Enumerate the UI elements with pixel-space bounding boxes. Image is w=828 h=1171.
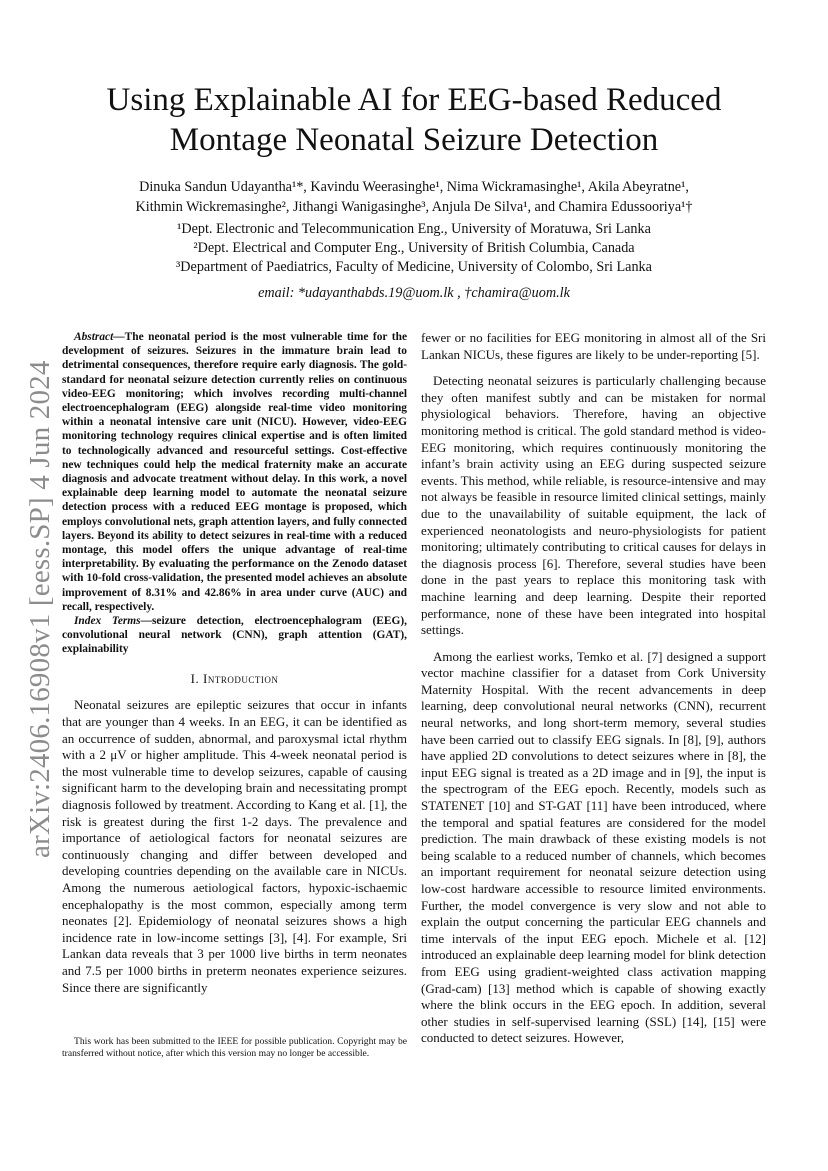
affiliation: ³Department of Paediatrics, Faculty of Medicine, University of Colombo, Sri Lanka (176, 259, 652, 275)
abstract (62, 330, 407, 657)
title-line: Montage Neonatal Seizure Detection (169, 122, 659, 158)
authors-line: Kithmin Wickremasinghe², Jithangi Wanigasinghe³, Anjula De Silva¹, and Chamira Edussooriya¹† (135, 199, 693, 215)
body-paragraph: fewer or no facilities for EEG monitoring in almost all of the Sri Lankan NICUs, these figures are likely to be under-reporting [5]. (421, 330, 766, 362)
title-line: Using Explainable AI for EEG-based Reduced (106, 82, 722, 118)
right-column (421, 330, 766, 1047)
affiliation: ¹Dept. Electronic and Telecommunication Eng., University of Moratuwa, Sri Lanka (177, 221, 651, 237)
body-paragraph: Among the earliest works, Temko et al. [7] designed a support vector machine classifier for a dataset from Cork University Maternity Hospital. With the recent advancements in deep learning, deep convolutional neural networks (CNN), recurrent neural networks, and long short-term memory, several studies have been carried out to classify EEG signals. In [8], [9], authors have applied 2D convolutions to detect seizures where in [8], the input EEG signal is treated as a 2D image and in [9], the input is the spectrogram of the EEG epoch. Recently, models such as STATENET [10] and ST-GAT [11] have been introduced, where the temporal and spatial features are considered for the model prediction. The main drawback of these existing models is not being scalable to a reduced number of channels, which becomes an important requirement for neonatal seizure detection using low-cost hardware accessible to resource limited environments. Further, the model convergence is very slow and not able to explain the output concerning the particular EEG channels and time intervals of the input EEG epoch. Michele et al. [12] introduced an explainable deep learning model for blink detection from EEG using gradient-weighted class activation mapping (Grad-cam) [13] method which is capable of showing exactly where the blink occurs in the EEG epoch. In addition, several other studies in self-supervised learning (SSL) [14], [15] were conducted to detect seizures. However, (421, 648, 766, 1046)
arxiv-identifier-stamp[interactable]: arXiv:2406.16908v1 [eess.SP] 4 Jun 2024 (24, 360, 56, 858)
body-paragraph: Detecting neonatal seizures is particularly challenging because they often manifest subtly and can be mistaken for normal physiological behaviors. Therefore, having an objective monitoring method is critical. The gold standard method is video-EEG monitoring, which requires continuously monitoring the infant’s brain activity using an EEG during suspected seizure events. This method, while reliable, is resource-intensive and may not always be feasible in resource limited clinical settings, mainly due to the unavailability of suitable equipment, the lack of experienced neonatologists and neuro-physiologists for patient monitoring; ultimately contributing to critical causes for delays in the diagnosis process [6]. Therefore, several studies have been done in the past years to replace this monitoring task with machine learning and deep learning. Despite their reported performance, none of these have been integrated into hospital settings. (421, 373, 766, 638)
section-heading-introduction: I. Introduction (190, 670, 279, 686)
affiliation: ²Dept. Electrical and Computer Eng., University of British Columbia, Canada (193, 240, 635, 256)
abstract-text: —The neonatal period is the most vulnerable time for the development of seizures. Seizures in the immature brain lead to detrimental consequences, therefore require early diagnosis. The gold-standard for neonatal seizure detection currently relies on continuous video-EEG monitoring; which involves recording multi-channel electroencephalogram (EEG) alongside real-time video monitoring within a neonatal intensive care unit (NICU). However, video-EEG monitoring technology requires clinical expertise and is often limited to technologically advanced and resourceful settings. Cost-effective new techniques could help the medical fraternity make an accurate diagnosis and advocate treatment without delay. In this work, a novel explainable deep learning model to automate the neonatal seizure detection process with a reduced EEG montage is proposed, which employs convolutional nets, graph attention layers, and fully connected layers. Beyond its ability to detect seizures in real-time with a reduced montage, this model offers the unique advantage of real-time interpretability. By evaluating the performance on the Zenodo dataset with 10-fold cross-validation, the presented model achieves an absolute improvement of 8.31% and 42.86% in area under curve (AUC) and recall, respectively. (62, 331, 407, 613)
index-terms-text: —seizure detection, electroencephalogram (EEG), convolutional neural network (CNN), graph attention (GAT), explainability (62, 615, 407, 656)
author-list (60, 177, 768, 217)
submission-footnote: This work has been submitted to the IEEE for possible publication. Copyright may be transferred without notice, after which this version may no longer be accessible. (62, 1036, 407, 1059)
index-terms-label: Index Terms (74, 615, 141, 628)
intro-paragraph: Neonatal seizures are epileptic seizures that occur in infants that are younger than 4 weeks. In an EEG, it can be identified as an occurrence of sudden, abnormal, and paroxysmal ictal rhythm with a 2 μV or higher amplitude. This 4-week neonatal period is the most vulnerable time to develop seizures, capable of causing significant harm to the developing brain and necessitating prompt diagnosis followed by treatment. According to Kang et al. [1], the risk is greatest during the first 1-2 days. The prevalence and importance of aetiological factors for neonatal seizures are continuously changing and differ between developed and developing countries depending on the available care in NICUs. Among the numerous aetiological factors, hypoxic-ischaemic encephalopathy is the most common, especially among term neonates [2]. Epidemiology of neonatal seizures shows a high incidence rate in low-income settings [3], [4]. For example, Sri Lankan data reveals that 3 per 1000 live births in term neonates and 7.5 per 1000 births in preterm neonates experience seizures. Since there are significantly (62, 697, 407, 995)
abstract-label: Abstract (74, 331, 114, 343)
left-column (62, 330, 407, 996)
affiliations (60, 220, 768, 277)
paper-title (60, 80, 768, 160)
authors-line: Dinuka Sandun Udayantha¹*, Kavindu Weerasinghe¹, Nima Wickramasinghe¹, Akila Abeyratne¹, (139, 179, 689, 195)
contact-email[interactable]: email: *udayanthabds.19@uom.lk , †chamira@uom.lk (258, 285, 570, 301)
